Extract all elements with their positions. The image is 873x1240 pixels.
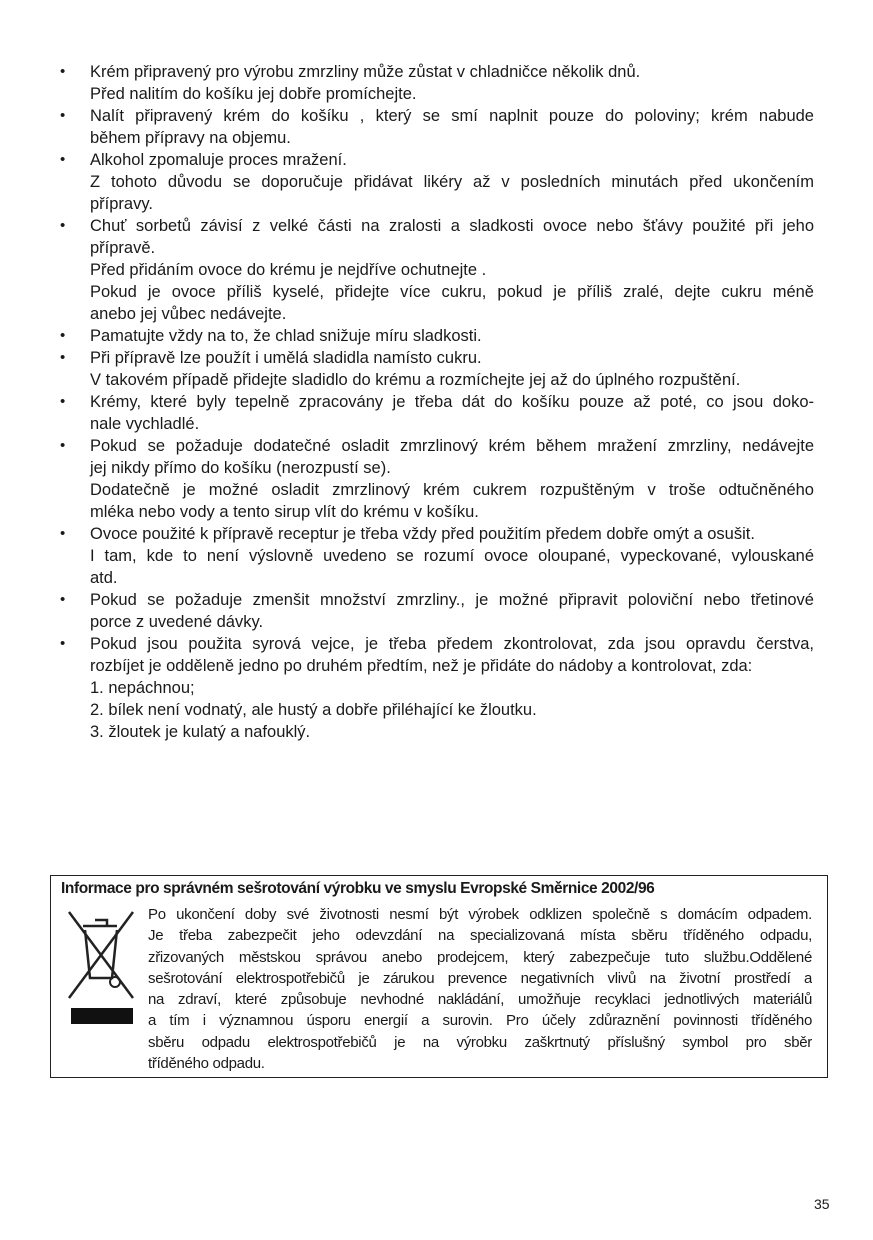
text-line: tříděného odpadu.: [148, 1055, 265, 1073]
text-line: Nalít připravený krém do košíku , který se smí naplnit pouze do poloviny; krém nabude: [90, 107, 814, 125]
text-line: anebo jej vůbec nedávejte.: [90, 305, 287, 323]
text-line: Chuť sorbetů závisí z velké části na zralosti a sladkosti ovoce nebo šťávy použité při jeho: [90, 217, 814, 235]
weee-info-box: [50, 875, 828, 1078]
bullet-icon: •: [60, 151, 66, 168]
text-line: a tím i významnou úsporu energií a surovin. Pro účely zdůraznění povinnosti tříděného: [148, 1012, 812, 1030]
list-item: [58, 347, 814, 391]
text-line: přípravě.: [90, 239, 156, 257]
text-line: Pokud je ovoce příliš kyselé, přidejte více cukru, pokud je příliš zralé, dejte cukru méně: [90, 283, 814, 301]
text-line: zřizovaných městskou správou anebo prodejcem, který zabezpečuje tuto službu.Oddělené: [148, 948, 812, 966]
text-line: Před přidáním ovoce do krému je nejdříve ochutnejte .: [90, 261, 487, 279]
text-line: na zdraví, které způsobuje nevhodné nakládání, umožňuje recyklaci jednotlivých materiálů: [148, 991, 812, 1009]
list-item: [58, 149, 814, 215]
text-line: porce z uvedené dávky.: [90, 613, 264, 631]
text-line: atd.: [90, 569, 118, 587]
text-line: I tam, kde to není výslovně uvedeno se rozumí ovoce oloupané, vypeckované, vylouskané: [90, 547, 814, 565]
bullet-icon: •: [60, 349, 66, 366]
bullet-icon: •: [60, 635, 66, 652]
list-item: [58, 523, 814, 589]
text-line: Je třeba zabezpečit jeho odevzdání na specializovaná místa sběru tříděného odpadu,: [148, 927, 812, 945]
list-item: [58, 215, 814, 325]
text-line: během přípravy na objemu.: [90, 129, 291, 147]
text-line: Pokud se požaduje zmenšit množství zmrzliny., je možné připravit poloviční nebo třetinové: [90, 591, 814, 609]
list-item: [58, 633, 814, 743]
text-line: sběru odpadu elektrospotřebičů je na výrobku zaškrtnutý příslušný symbol pro sběr: [148, 1033, 812, 1051]
bullet-icon: •: [60, 393, 66, 410]
list-item: [58, 61, 814, 105]
crossed-out-bin-icon: [65, 906, 137, 1026]
list-item: [58, 589, 814, 633]
text-line: rozbíjet je odděleně jedno po druhém předtím, než je přidáte do nádoby a kontrolovat, zda:: [90, 657, 753, 675]
text-line: Alkohol zpomaluje proces mražení.: [90, 151, 347, 169]
text-line: V takovém případě přidejte sladidlo do krému a rozmíchejte jej až do úplného rozpuštění.: [90, 371, 741, 389]
text-line: Pokud se požaduje dodatečné osladit zmrzlinový krém během mražení zmrzliny, nedávejte: [90, 437, 814, 455]
page-number: 35: [814, 1196, 830, 1212]
bullet-icon: •: [60, 591, 66, 608]
bullet-icon: •: [60, 437, 66, 454]
weee-box-text: [148, 904, 812, 1074]
tips-list: [58, 61, 814, 743]
text-line: přípravy.: [90, 195, 153, 213]
text-line: Ovoce použité k přípravě receptur je třeba vždy před použitím předem dobře omýt a osušit.: [90, 525, 755, 543]
text-line: Krém připravený pro výrobu zmrzliny může zůstat v chladničce několik dnů.: [90, 63, 641, 81]
text-line: 1. nepáchnou;: [90, 679, 195, 697]
text-line: Před nalitím do košíku jej dobře promíchejte.: [90, 85, 417, 103]
text-line: mléka nebo vody a tento sirup vlít do krému v košíku.: [90, 503, 479, 521]
bullet-icon: •: [60, 107, 66, 124]
list-item: [58, 325, 814, 347]
bullet-icon: •: [60, 63, 66, 80]
text-line: sešrotování elektrospotřebičů je zárukou prevence negativních vlivů na životní prostředí a: [148, 969, 812, 987]
text-line: Krémy, které byly tepelně zpracovány je třeba dát do košíku pouze až poté, co jsou doko-: [90, 393, 814, 411]
bullet-icon: •: [60, 327, 66, 344]
text-line: Po ukončení doby své životnosti nesmí být výrobek odklizen společně s domácím odpadem.: [148, 906, 812, 923]
bullet-icon: •: [60, 217, 66, 234]
list-item: [58, 435, 814, 523]
text-line: nale vychladlé.: [90, 415, 200, 433]
text-line: Při přípravě lze použít i umělá sladidla namísto cukru.: [90, 349, 482, 367]
text-line: Z tohoto důvodu se doporučuje přidávat likéry až v posledních minutách před ukončením: [90, 173, 814, 191]
text-line: Pokud jsou použita syrová vejce, je třeba předem zkontrolovat, zda jsou opravdu čerstva,: [90, 635, 814, 653]
list-item: [58, 105, 814, 149]
bullet-icon: •: [60, 525, 66, 542]
weee-box-title: Informace pro správném sešrotování výrobku ve smyslu Evropské Směrnice 2002/96: [61, 880, 655, 897]
list-item: [58, 391, 814, 435]
text-line: 3. žloutek je kulatý a nafouklý.: [90, 723, 311, 741]
text-line: 2. bílek není vodnatý, ale hustý a dobře přiléhající ke žloutku.: [90, 701, 537, 719]
text-line: Pamatujte vždy na to, že chlad snižuje míru sladkosti.: [90, 327, 482, 345]
text-line: Dodatečně je možné osladit zmrzlinový krém cukrem rozpuštěným v troše odtučněného: [90, 481, 814, 499]
text-line: jej nikdy přímo do košíku (nerozpustí se).: [90, 459, 391, 477]
